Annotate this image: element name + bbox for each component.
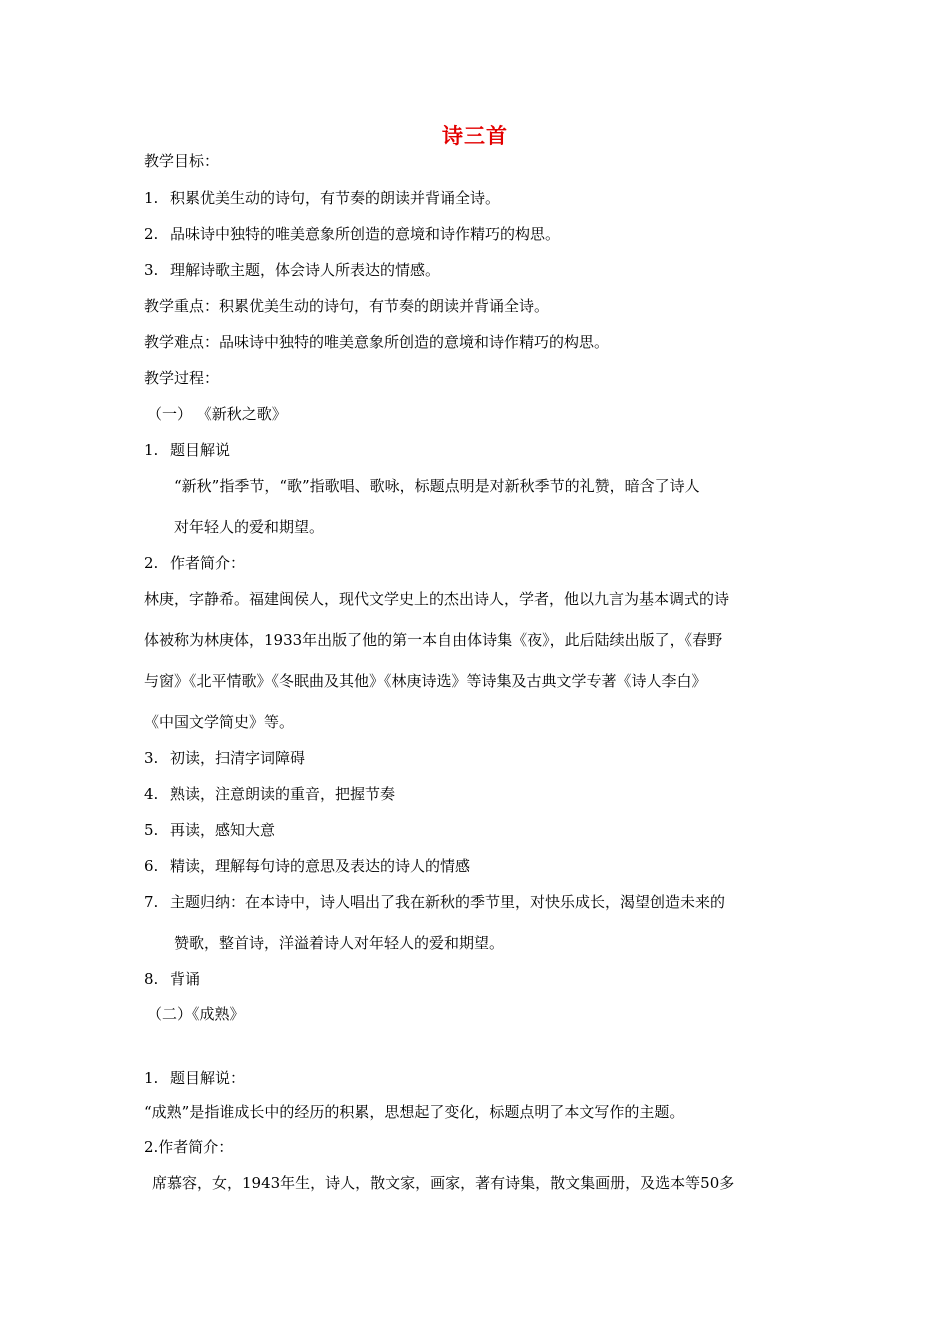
paragraph-line: 与窗》《北平情歌》《冬眠曲及其他》《林庚诗选》等诗集及古典文学专著《诗人李白》 bbox=[144, 672, 707, 690]
list-text: 积累优美生动的诗句，有节奏的朗读并背诵全诗。 bbox=[170, 189, 501, 207]
list-text: 熟读，注意朗读的重音，把握节奏 bbox=[170, 785, 396, 803]
key-points-line: 教学重点：积累优美生动的诗句，有节奏的朗读并背诵全诗。 bbox=[144, 297, 550, 315]
paragraph-line: 席慕容，女，1943年生，诗人，散文家，画家，著有诗集，散文集画册，及选本等50多 bbox=[152, 1174, 735, 1192]
list-number: 7. bbox=[144, 893, 159, 911]
list-text: 再读，感知大意 bbox=[170, 821, 276, 839]
section1-item-5 bbox=[144, 819, 275, 841]
list-text: 品味诗中独特的唯美意象所创造的意境和诗作精巧的构思。 bbox=[170, 225, 561, 243]
section1-item-6 bbox=[144, 855, 470, 877]
objective-item-2 bbox=[144, 223, 560, 245]
list-text: 理解诗歌主题，体会诗人所表达的情感。 bbox=[170, 261, 441, 279]
objective-item-3 bbox=[144, 259, 440, 281]
paragraph-line: 林庚，字静希。福建闽侯人，现代文学史上的杰出诗人，学者，他以九言为基本调式的诗 bbox=[144, 590, 730, 608]
list-number: 2. bbox=[144, 225, 159, 243]
list-text: 精读，理解每句诗的意思及表达的诗人的情感 bbox=[170, 857, 471, 875]
difficult-points-line: 教学难点：品味诗中独特的唯美意象所创造的意境和诗作精巧的构思。 bbox=[144, 333, 610, 351]
list-text: 题目解说 bbox=[170, 441, 231, 459]
section1-item-1 bbox=[144, 439, 230, 461]
list-number: 1. bbox=[144, 189, 159, 207]
list-number: 1. bbox=[144, 1069, 159, 1087]
document-title: 诗三首 bbox=[442, 123, 508, 148]
section-heading-1: （一） 《新秋之歌》 bbox=[147, 405, 287, 423]
list-text: 主题归纳：在本诗中，诗人唱出了我在新秋的季节里，对快乐成长，渴望创造未来的 bbox=[170, 893, 726, 911]
list-number: 4. bbox=[144, 785, 159, 803]
list-number: 3. bbox=[144, 749, 159, 767]
section1-item-4 bbox=[144, 783, 395, 805]
list-text: 题目解说： bbox=[170, 1069, 246, 1087]
list-number: 5. bbox=[144, 821, 159, 839]
paragraph-line: “成熟”是指谁成长中的经历的积累，思想起了变化，标题点明了本文写作的主题。 bbox=[144, 1103, 685, 1121]
paragraph-line: “新秋”指季节，“歌”指歌唱、歌咏，标题点明是对新秋季节的礼赞，暗含了诗人 bbox=[174, 477, 700, 495]
list-number: 8. bbox=[144, 970, 159, 988]
paragraph-line: 《中国文学简史》等。 bbox=[144, 713, 295, 731]
paragraph-line: 赞歌，整首诗，洋溢着诗人对年轻人的爱和期望。 bbox=[174, 934, 505, 952]
paragraph-line: 体被称为林庚体，1933年出版了他的第一本自由体诗集《夜》，此后陆续出版了，《春野 bbox=[144, 631, 723, 649]
list-number: 2. bbox=[144, 554, 159, 572]
section1-item-8 bbox=[144, 968, 200, 990]
list-number: 6. bbox=[144, 857, 159, 875]
list-number: 1. bbox=[144, 441, 159, 459]
section1-item-3 bbox=[144, 747, 305, 769]
list-text: 初读，扫清字词障碍 bbox=[170, 749, 306, 767]
list-text: 作者简介： bbox=[170, 554, 246, 572]
list-number: 3. bbox=[144, 261, 159, 279]
process-heading: 教学过程： bbox=[144, 369, 220, 387]
section2-item-2: 2.作者简介： bbox=[144, 1138, 234, 1156]
section1-item-2 bbox=[144, 552, 245, 574]
paragraph-line: 对年轻人的爱和期望。 bbox=[174, 518, 325, 536]
section2-item-1 bbox=[144, 1067, 245, 1089]
section1-item-7 bbox=[144, 891, 725, 913]
list-text: 背诵 bbox=[170, 970, 201, 988]
objectives-heading: 教学目标： bbox=[144, 152, 220, 170]
objective-item-1 bbox=[144, 187, 500, 209]
section-heading-2: （二）《成熟》 bbox=[147, 1005, 245, 1023]
